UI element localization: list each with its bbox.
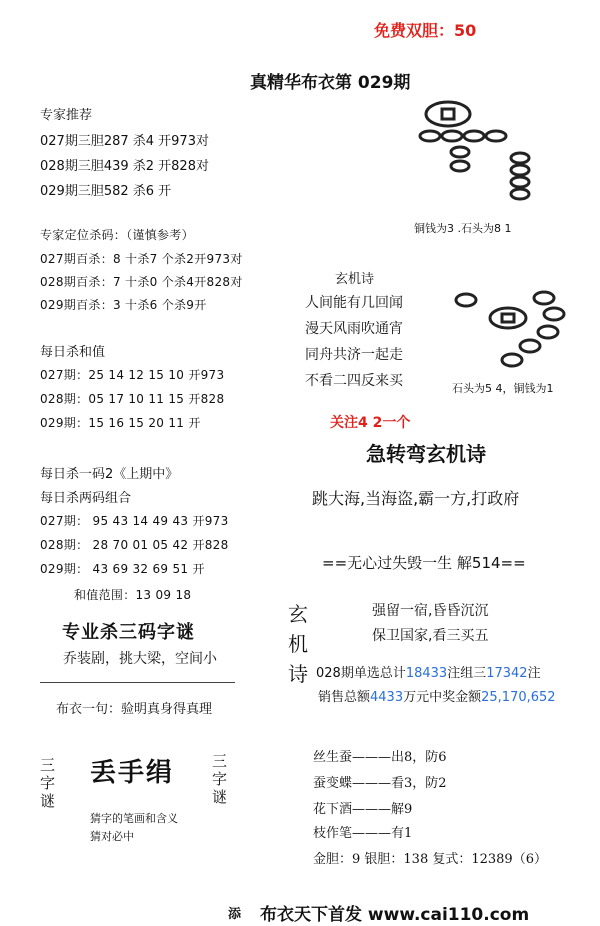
sales-label-total: 销售总额 (318, 690, 371, 705)
expert-line-1: 027期三胆287 杀4 开973对 (40, 134, 209, 149)
sales-line-1 (316, 662, 541, 681)
sum-kill-line-3: 029期：15 16 15 20 11 开 (40, 416, 201, 430)
coin-stone-figure-2 (448, 282, 568, 382)
vertical-poem-char-2: 机 (288, 632, 308, 656)
poem-line-4: 不看二四反来买 (305, 373, 403, 389)
footer-mark: 添 (228, 907, 242, 922)
vertical-poem-char-3: 诗 (288, 662, 308, 686)
daily-kill-line-3: 029期： 43 69 32 69 51 开 (40, 562, 205, 576)
sharp-turn-title: 急转弯玄机诗 (366, 442, 486, 466)
vertical-poem-line-2: 保卫国家,看三买五 (372, 628, 489, 644)
sales-value-single: 18433 (405, 666, 448, 681)
sales-label-e: 注 (527, 666, 541, 681)
riddle-right-tag: 三字谜 (212, 752, 228, 806)
coin-stone-figure-1 (400, 96, 540, 206)
free-pair-label: 免费双胆：50 (374, 21, 477, 40)
riddle-hint-1: 猜字的笔画和含义 (90, 812, 178, 825)
vertical-poem-line-1: 强留一宿,昏昏沉沉 (372, 603, 489, 619)
position-line-2: 028期百杀：7 十杀0 个杀4开828对 (40, 275, 243, 289)
riddle-left-tag: 三字谜 (40, 756, 56, 810)
sum-kill-heading: 每日杀和值 (40, 345, 106, 360)
expert-line-3: 029期三胆582 杀6 开 (40, 184, 172, 199)
poem-line-1: 人间能有几回闻 (305, 295, 403, 311)
position-line-3: 029期百杀：3 十杀6 个杀9开 (40, 298, 207, 312)
daily-kill-heading-1: 每日杀一码2《上期中》 (40, 467, 179, 482)
buyi-saying: 布衣一句：验明真身得真理 (56, 702, 213, 717)
divider (40, 682, 235, 683)
daily-kill-line-2: 028期： 28 70 01 05 42 开828 (40, 538, 229, 552)
kill3-riddle-title: 专业杀三码字谜 (62, 622, 195, 643)
sum-kill-line-2: 028期：05 17 10 11 15 开828 (40, 392, 225, 406)
clue-line-4: 枝作笔———有1 (313, 826, 413, 841)
expert-heading: 专家推荐 (40, 108, 93, 123)
riddle-hint-2: 猜对必中 (90, 830, 134, 843)
clue-line-2: 蚕变蝶———看3，防2 (313, 776, 447, 791)
daily-kill-line-1: 027期： 95 43 14 49 43 开973 (40, 514, 229, 528)
gold-silver-line: 金胆：9 银胆：138 复式：12389（6） (313, 852, 547, 867)
no-heart-line: ==无心过失毁一生 解514== (322, 554, 526, 572)
vertical-poem-char-1: 玄 (288, 602, 308, 626)
sales-label-prize: 万元中奖金额 (403, 690, 482, 705)
poem-line-2: 漫天风雨吹通宵 (305, 321, 403, 337)
clue-line-3: 花下酒———解9 (313, 802, 413, 817)
kill3-riddle-text: 乔装剧，挑大梁，空间小 (63, 651, 217, 667)
sales-line-2 (318, 686, 556, 705)
sales-value-total: 4433 (370, 690, 404, 705)
position-heading: 专家定位杀码：（谨慎参考） (40, 228, 194, 242)
sales-label-a: 028期单选总计 (316, 666, 406, 681)
daily-kill-heading-2: 每日杀两码组合 (40, 491, 132, 506)
sales-value-prize: 25,170,652 (481, 690, 556, 705)
poem-title: 玄机诗 (335, 272, 375, 287)
attention-label: 关注4 2一个 (330, 415, 411, 431)
clue-line-1: 丝生蚕———出8，防6 (313, 750, 447, 765)
coin-caption-2: 石头为5 4，铜钱为1 (452, 382, 554, 395)
expert-line-2: 028期三胆439 杀2 开828对 (40, 159, 209, 174)
coin-caption-1: 铜钱为3 .石头为8 1 (414, 222, 512, 235)
poem-line-3: 同舟共济一起走 (305, 347, 403, 363)
sharp-turn-text: 跳大海,当海盗,霸一方,打政府 (312, 489, 520, 508)
sales-label-c: 注组三 (447, 666, 487, 681)
position-line-1: 027期百杀：8 十杀7 个杀2开973对 (40, 252, 243, 266)
sales-value-group3: 17342 (486, 666, 528, 681)
page-title: 真精华布衣第 029期 (250, 73, 411, 93)
sum-range: 和值范围：13 09 18 (74, 588, 192, 602)
riddle-word: 丢手绢 (90, 758, 175, 788)
footer-text: 布衣天下首发 www.cai110.com (260, 905, 530, 925)
sum-kill-line-1: 027期：25 14 12 15 10 开973 (40, 368, 225, 382)
